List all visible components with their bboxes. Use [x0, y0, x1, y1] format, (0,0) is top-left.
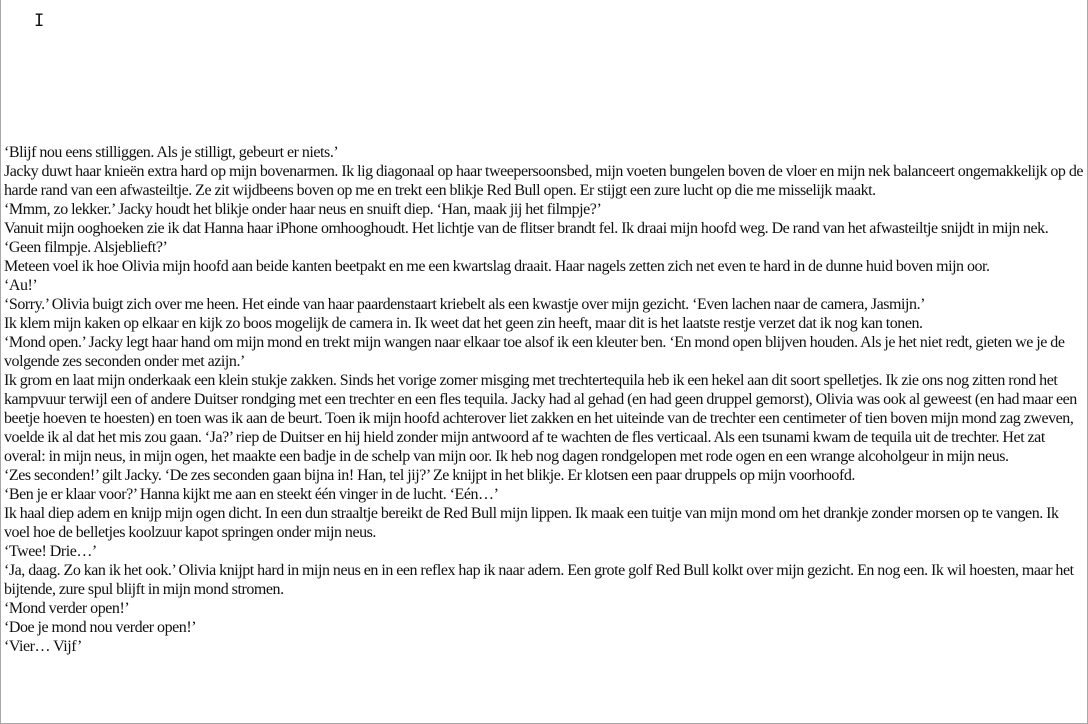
- text-cursor-icon: I: [34, 11, 45, 31]
- paragraph-19: ‘Vier… Vijf’: [4, 638, 82, 655]
- paragraph-3: ‘Mmm, zo lekker.’ Jacky houdt het blikje onder haar neus en snuift diep. ‘Han, maak jij het filmpje?’: [4, 201, 602, 218]
- paragraph-13: ‘Ben je er klaar voor?’ Hanna kijkt me aan en steekt één vinger in de lucht. ‘Eén…’: [4, 486, 499, 503]
- paragraph-1: ‘Blijf nou eens stilliggen. Als je stilligt, gebeurt er niets.’: [4, 144, 339, 161]
- paragraph-10: ‘Mond open.’ Jacky legt haar hand om mijn mond en trekt mijn wangen naar elkaar toe alsof ik een kleuter ben. ‘En mond open blijven houden. Als je het niet redt, gieten we je de volgende zes seconden onder met azijn.’: [4, 334, 1065, 370]
- paragraph-9: Ik klem mijn kaken op elkaar en kijk zo boos mogelijk de camera in. Ik weet dat het geen zin heeft, maar dit is het laatste restje verzet dat ik nog kan tonen.: [4, 315, 923, 332]
- paragraph-4: Vanuit mijn ooghoeken zie ik dat Hanna haar iPhone omhooghoudt. Het lichtje van de flitser brandt fel. Ik draai mijn hoofd weg. De rand van het afwasteiltje snijdt in mijn nek.: [4, 220, 1049, 237]
- paragraph-18: ‘Doe je mond nou verder open!’: [4, 619, 197, 636]
- paragraph-6: Meteen voel ik hoe Olivia mijn hoofd aan beide kanten beetpakt en me een kwartslag draait. Haar nagels zetten zich net even te hard in de dunne huid boven mijn oor.: [4, 258, 990, 275]
- paragraph-12: ‘Zes seconden!’ gilt Jacky. ‘De zes seconden gaan bijna in! Han, tel jij?’ Ze knijpt in het blikje. Er klotsen een paar druppels op mijn voorhoofd.: [4, 467, 855, 484]
- paragraph-5: ‘Geen filmpje. Alsjeblieft?’: [4, 239, 168, 256]
- paragraph-14: Ik haal diep adem en knijp mijn ogen dicht. In een dun straaltje bereikt de Red Bull mijn lippen. Ik maak een tuitje van mijn mond om het drankje zonder morsen op te vangen. Ik voel hoe de belletjes koolzuur kapot springen onder mijn neus.: [4, 505, 1059, 541]
- paragraph-7: ‘Au!’: [4, 277, 38, 294]
- paragraph-16: ‘Ja, daag. Zo kan ik het ook.’ Olivia knijpt hard in mijn neus en in een reflex hap ik naar adem. Een grote golf Red Bull kolkt over mijn gezicht. En nog een. Ik wil hoesten, maar het bijtende, zure spul blijft in mijn mond stromen.: [4, 562, 1074, 598]
- paragraph-15: ‘Twee! Drie…’: [4, 543, 97, 560]
- paragraph-17: ‘Mond verder open!’: [4, 600, 130, 617]
- paragraph-11: Ik grom en laat mijn onderkaak een klein stukje zakken. Sinds het vorige zomer misging met trechtertequila heb ik een hekel aan dit soort spelletjes. Ik zie ons nog zitten rond het kampvuur terwijl een of andere Duitser rondging met een trechter en een fles tequila. Jacky had al gehad (en had geen druppel gemorst), Olivia was ook al geweest (en had maar een beetje hoeven te hoesten) en toen was ik aan de beurt. Toen ik mijn hoofd achterover liet zakken en het uiteinde van de trechter een centimeter of tien boven mijn mond zag zweven, voelde ik al dat het mis zou gaan. ‘Ja?’ riep de Duitser en hij hield zonder mijn antwoord af te wachten de fles verticaal. Als een tsunami kwam de tequila uit de trechter. Het zat overal: in mijn neus, in mijn ogen, het maakte een badje in de schelp van mijn oor. Ik heb nog dagen rondgelopen met rode ogen en een wrange alcoholgeur in mijn neus.: [4, 372, 1077, 465]
- paragraph-2: Jacky duwt haar knieën extra hard op mijn bovenarmen. Ik lig diagonaal op haar tweepersoonsbed, mijn voeten bungelen boven de vloer en mijn nek balanceert ongemakkelijk op de harde rand van een afwasteiltje. Ze zit wijdbeens boven op me en trekt een blikje Red Bull open. Er stijgt een zure lucht op die me misselijk maakt.: [4, 163, 1084, 199]
- paragraph-8: ‘Sorry.’ Olivia buigt zich over me heen. Het einde van haar paardenstaart kriebelt als een kwastje over mijn gezicht. ‘Even lachen naar de camera, Jasmijn.’: [4, 296, 926, 313]
- document-body: [4, 143, 1085, 656]
